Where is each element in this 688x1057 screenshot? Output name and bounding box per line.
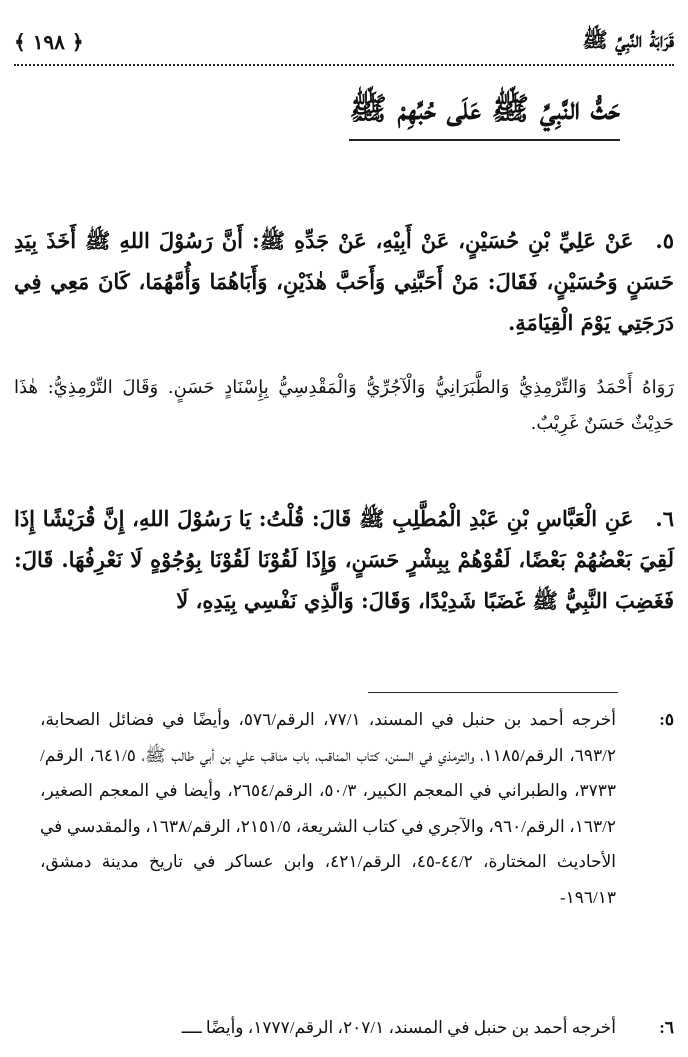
footnote-5-number: ٥: <box>659 710 674 729</box>
footnote-divider <box>368 692 618 693</box>
hadith-6-number: ٦. <box>655 506 674 531</box>
footnote-5-text: أخرجه أحمد بن حنبل في المسند، ٧٧/١، الرقم/٥٧٦، وأيضًا في فضائل الصحابة، ٦٩٣/٢، الرقم/١١٨٥، والترمذي في السنن، كتاب المناقب، باب مناقب علي بن أبي طالب ﷺ، ٦٤١/٥، الرقم/٣٧٣٣، والطبراني في المعجم الكبير، ٥٠/٣، الرقم/٢٦٥٤، وأيضا في المعجم الصغير، ١٦٣/٢، الرقم/٩٦٠، والآجري في كتاب الشريعة، ٢١٥١/٥، الرقم/١٦٣٨، والمقدسي في الأحاديث المختارة، ٤٤/٢-٤٥، الرقم/٤٢١، وابن عساكر في تاريخ مدينة دمشق، ١٩٦/١٣- <box>40 710 617 907</box>
footnote-5 <box>40 702 674 915</box>
page-number: ﴿ ١٩٨ ﴾ <box>14 30 84 54</box>
hadith-5-narration: رَوَاهُ أَحْمَدُ وَالتِّرْمِذِيُّ وَالطَّبَرَانِيُّ وَالْآجُرِّيُّ وَالْمَقْدِسِيُّ بِإِسْنَادٍ حَسَنٍ. وَقَالَ التِّرْمِذِيُّ: هٰذَا حَدِيْثٌ حَسَنٌ غَرِيْبٌ. <box>14 377 674 434</box>
hadith-5-text: عَنْ عَلِيِّ بْنِ حُسَيْنٍ، عَنْ أَبِيْهِ، عَنْ جَدِّهِ ﷺ: أَنَّ رَسُوْلَ اللهِ ﷺ أَخَذَ بِيَدِ حَسَنٍ وَحُسَيْنٍ، فَقَالَ: مَنْ أَحَبَّنِي وَأَحَبَّ هٰذَيْنِ، وَأَبَاهُمَا وَأُمَّهُمَا، كَانَ مَعِي فِي دَرَجَتِي يَوْمَ الْقِيَامَةِ. <box>14 228 674 335</box>
page-header <box>14 22 674 62</box>
header-dotted-divider <box>14 64 674 66</box>
footnote-6 <box>40 1010 674 1046</box>
running-book-title: قَرَابَةُ النَّبِيِّ ﷺ <box>582 26 674 52</box>
section-title: حَثُّ النَّبِيِّ ﷺ عَلَى حُبِّهِمْ ﷺ <box>349 90 620 141</box>
hadith-6-text: عَنِ الْعَبَّاسِ بْنِ عَبْدِ الْمُطَّلِبِ ﷺ قَالَ: قُلْتُ: يَا رَسُوْلَ اللهِ، إِنَّ قُرَيْشًا إِذَا لَقِيَ بَعْضُهُمْ بَعْضًا، لَقُوْهُمْ بِبِشْرٍ حَسَنٍ، وَإِذَا لَقُوْنَا لَقُوْنَا بِوُجُوْهٍ لَا نَعْرِفُهَا. قَالَ: فَغَضِبَ النَّبِيُّ ﷺ غَضَبًا شَدِيْدًا، وَقَالَ: وَالَّذِي نَفْسِي بِيَدِهِ، لَا <box>14 506 674 613</box>
hadith-6 <box>14 498 674 621</box>
hadith-5-number: ٥. <box>655 228 674 253</box>
footnote-6-text: أخرجه أحمد بن حنبل في المسند، ٢٠٧/١، الرقم/١٧٧٧، وأيضًا ــــ <box>181 1018 616 1037</box>
footnote-6-number: ٦: <box>659 1018 674 1037</box>
hadith-5 <box>14 220 674 343</box>
